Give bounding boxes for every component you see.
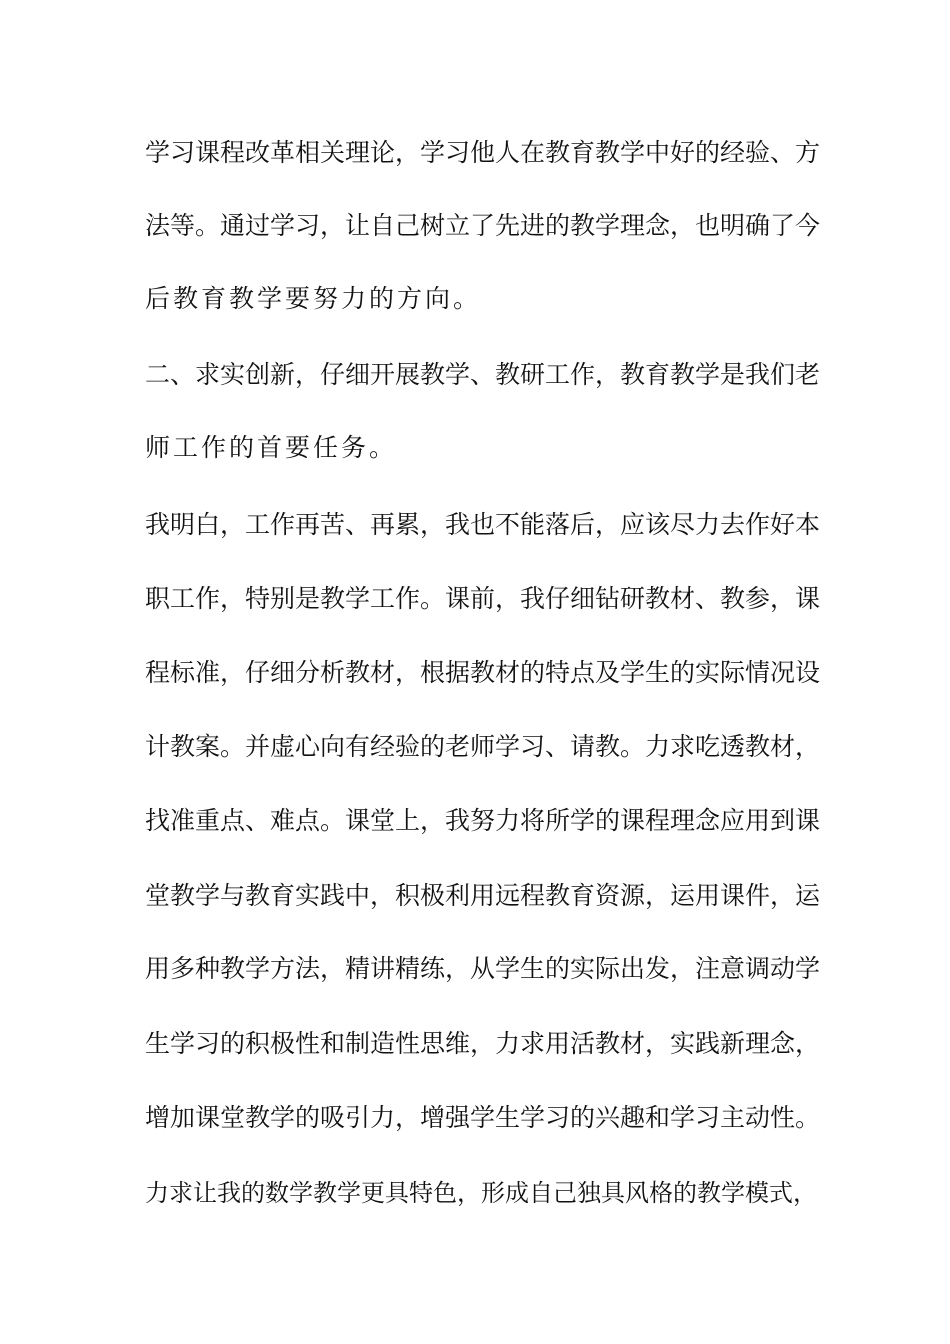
text-line: 用多种教学方法，精讲精练，从学生的实际出发，注意调动学: [145, 954, 821, 983]
text-line: 增加课堂教学的吸引力，增强学生学习的兴趣和学习主动性。: [145, 1103, 821, 1132]
text-line: 后教育教学要努力的方向。: [145, 284, 482, 313]
text-line: 找准重点、难点。课堂上，我努力将所学的课程理念应用到课: [145, 806, 821, 835]
text-line: 程标准，仔细分析教材，根据教材的特点及学生的实际情况设: [145, 658, 821, 687]
text-line: 计教案。并虚心向有经验的老师学习、请教。力求吃透教材，: [145, 732, 821, 761]
text-line: 学习课程改革相关理论，学习他人在教育教学中好的经验、方: [145, 138, 821, 167]
text-line: 生学习的积极性和制造性思维，力求用活教材，实践新理念，: [145, 1029, 821, 1058]
text-line: 二、求实创新，仔细开展教学、教研工作，教育教学是我们老: [145, 360, 821, 389]
text-line: 堂教学与教育实践中，积极利用远程教育资源，运用课件，运: [145, 881, 821, 910]
text-line: 法等。通过学习，让自己树立了先进的教学理念，也明确了今: [145, 211, 821, 240]
text-line: 我明白，工作再苦、再累，我也不能落后，应该尽力去作好本: [145, 510, 821, 539]
text-line: 师工作的首要任务。: [145, 433, 398, 462]
text-line: 职工作，特别是教学工作。课前，我仔细钻研教材、教参，课: [145, 584, 821, 613]
text-line: 力求让我的数学教学更具特色，形成自己独具风格的教学模式，: [145, 1179, 817, 1207]
